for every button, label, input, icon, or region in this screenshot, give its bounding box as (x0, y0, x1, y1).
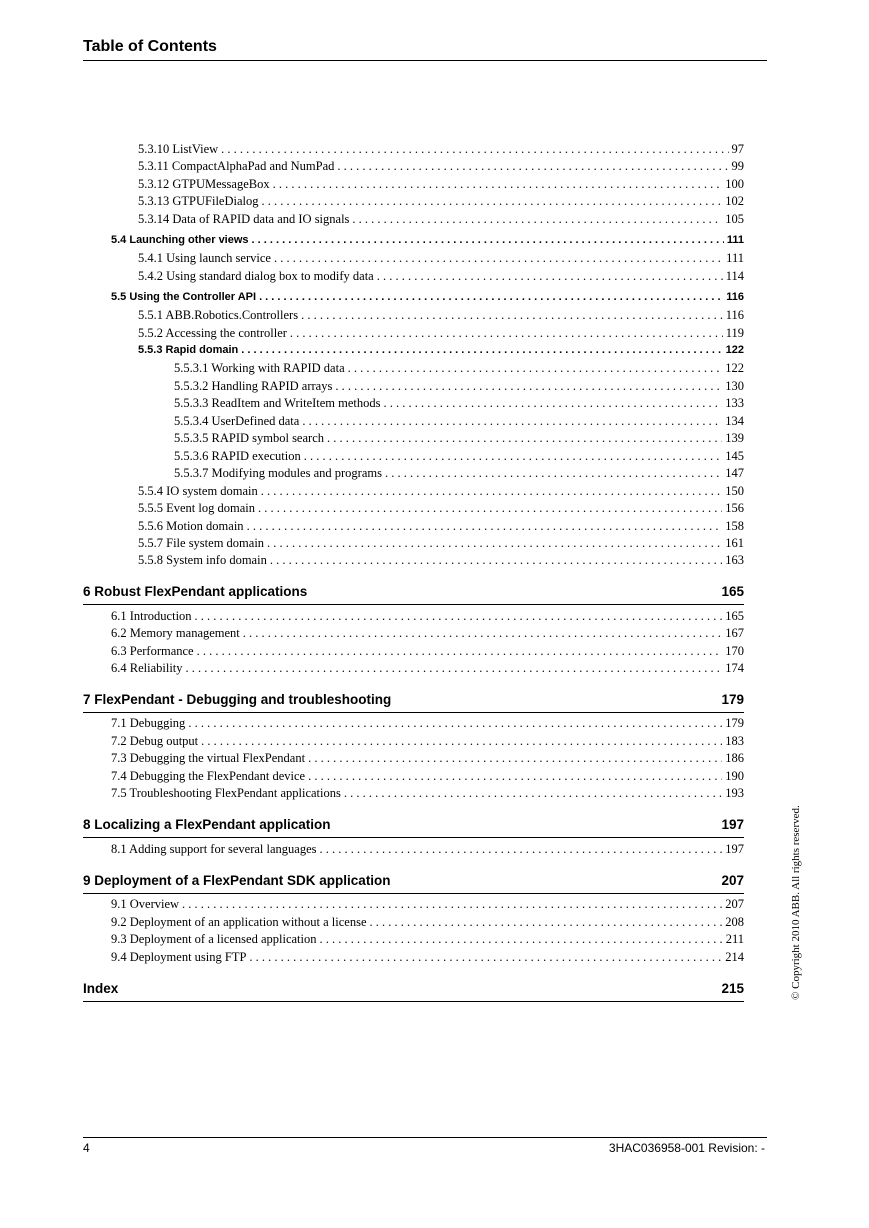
toc-entry-7-3[interactable]: 7.3 Debugging the virtual FlexPendant . . . 186 (83, 751, 744, 767)
toc-entry-5-5-3-5[interactable]: 5.5.3.5 RAPID symbol search . . . 139 (83, 431, 744, 447)
toc-entry-7-5[interactable]: 7.5 Troubleshooting FlexPendant applications . . . 193 (83, 786, 744, 802)
toc-entry-5-5-3-6[interactable]: 5.5.3.6 RAPID execution . . . 145 (83, 449, 744, 465)
page-title: Table of Contents (83, 38, 217, 55)
toc-entry-9-3[interactable]: 9.3 Deployment of a licensed application . . . 211 (83, 932, 744, 948)
toc-entry-5-5-1[interactable]: 5.5.1 ABB.Robotics.Controllers . . . 116 (83, 308, 744, 324)
toc-entry-6-4[interactable]: 6.4 Reliability . . . 174 (83, 661, 744, 677)
toc-entry-6-3[interactable]: 6.3 Performance . . . 170 (83, 644, 744, 660)
toc-entry-6-2[interactable]: 6.2 Memory management . . . 167 (83, 626, 744, 642)
toc-chapter-8[interactable]: 8 Localizing a FlexPendant application 197 (83, 815, 744, 838)
toc-index[interactable]: Index 215 (83, 979, 744, 1002)
toc-entry-5-3-14[interactable]: 5.3.14 Data of RAPID data and IO signals . . . 105 (83, 212, 744, 228)
toc-section-5-4[interactable]: 5.4 Launching other views . . . 111 (83, 234, 744, 250)
toc-entry-5-5-3[interactable]: 5.5.3 Rapid domain . . . 122 (83, 344, 744, 360)
toc-entry-5-5-8[interactable]: 5.5.8 System info domain . . . 163 (83, 553, 744, 569)
toc-entry-5-3-10[interactable]: 5.3.10 ListView . . . 97 (83, 142, 744, 158)
toc-entry-5-5-7[interactable]: 5.5.7 File system domain . . . 161 (83, 536, 744, 552)
toc-entry-5-5-3-4[interactable]: 5.5.3.4 UserDefined data . . . 134 (83, 414, 744, 430)
toc-chapter-7[interactable]: 7 FlexPendant - Debugging and troubleshooting 179 (83, 690, 744, 713)
toc-entry-6-1[interactable]: 6.1 Introduction . . . 165 (83, 609, 744, 625)
toc-entry-5-5-2[interactable]: 5.5.2 Accessing the controller . . . 119 (83, 326, 744, 342)
toc-entry-5-3-13[interactable]: 5.3.13 GTPUFileDialog . . . 102 (83, 194, 744, 210)
toc-entry-9-1[interactable]: 9.1 Overview . . . 207 (83, 897, 744, 913)
toc-entry-7-1[interactable]: 7.1 Debugging . . . 179 (83, 716, 744, 732)
toc-entry-7-4[interactable]: 7.4 Debugging the FlexPendant device . . . 190 (83, 769, 744, 785)
toc-entry-5-5-3-7[interactable]: 5.5.3.7 Modifying modules and programs . . . 147 (83, 466, 744, 482)
toc-entry-9-2[interactable]: 9.2 Deployment of an application without a license . . . 208 (83, 915, 744, 931)
toc-entry-5-5-4[interactable]: 5.5.4 IO system domain . . . 150 (83, 484, 744, 500)
toc-entry-5-5-3-2[interactable]: 5.5.3.2 Handling RAPID arrays . . . 130 (83, 379, 744, 395)
page-header (83, 36, 767, 61)
document-id: 3HAC036958-001 Revision: - (608, 1141, 765, 1155)
toc-chapter-9[interactable]: 9 Deployment of a FlexPendant SDK application 207 (83, 871, 744, 894)
toc-entry-5-5-3-1[interactable]: 5.5.3.1 Working with RAPID data . . . 122 (83, 361, 744, 377)
page-footer (83, 1137, 767, 1155)
toc-entry-5-3-12[interactable]: 5.3.12 GTPUMessageBox . . . 100 (83, 177, 744, 193)
copyright-notice: © Copyright 2010 ABB. All rights reserved. (790, 805, 802, 1000)
toc-entry-5-3-11[interactable]: 5.3.11 CompactAlphaPad and NumPad . . . 99 (83, 159, 744, 175)
toc-entry-9-4[interactable]: 9.4 Deployment using FTP . . . 214 (83, 950, 744, 966)
toc-entry-7-2[interactable]: 7.2 Debug output . . . 183 (83, 734, 744, 750)
toc-entry-5-4-1[interactable]: 5.4.1 Using launch service . . . 111 (83, 251, 744, 267)
toc-chapter-6[interactable]: 6 Robust FlexPendant applications 165 (83, 582, 744, 605)
toc-entry-5-5-6[interactable]: 5.5.6 Motion domain . . . 158 (83, 519, 744, 535)
page-number: 4 (83, 1141, 90, 1155)
toc-entry-5-4-2[interactable]: 5.4.2 Using standard dialog box to modify data . . . 114 (83, 269, 744, 285)
toc-entry-5-5-3-3[interactable]: 5.5.3.3 ReadItem and WriteItem methods . . . 133 (83, 396, 744, 412)
toc-section-5-5[interactable]: 5.5 Using the Controller API . . . 116 (83, 291, 744, 307)
toc-entry-8-1[interactable]: 8.1 Adding support for several languages . . . 197 (83, 842, 744, 858)
toc-entry-5-5-5[interactable]: 5.5.5 Event log domain . . . 156 (83, 501, 744, 517)
